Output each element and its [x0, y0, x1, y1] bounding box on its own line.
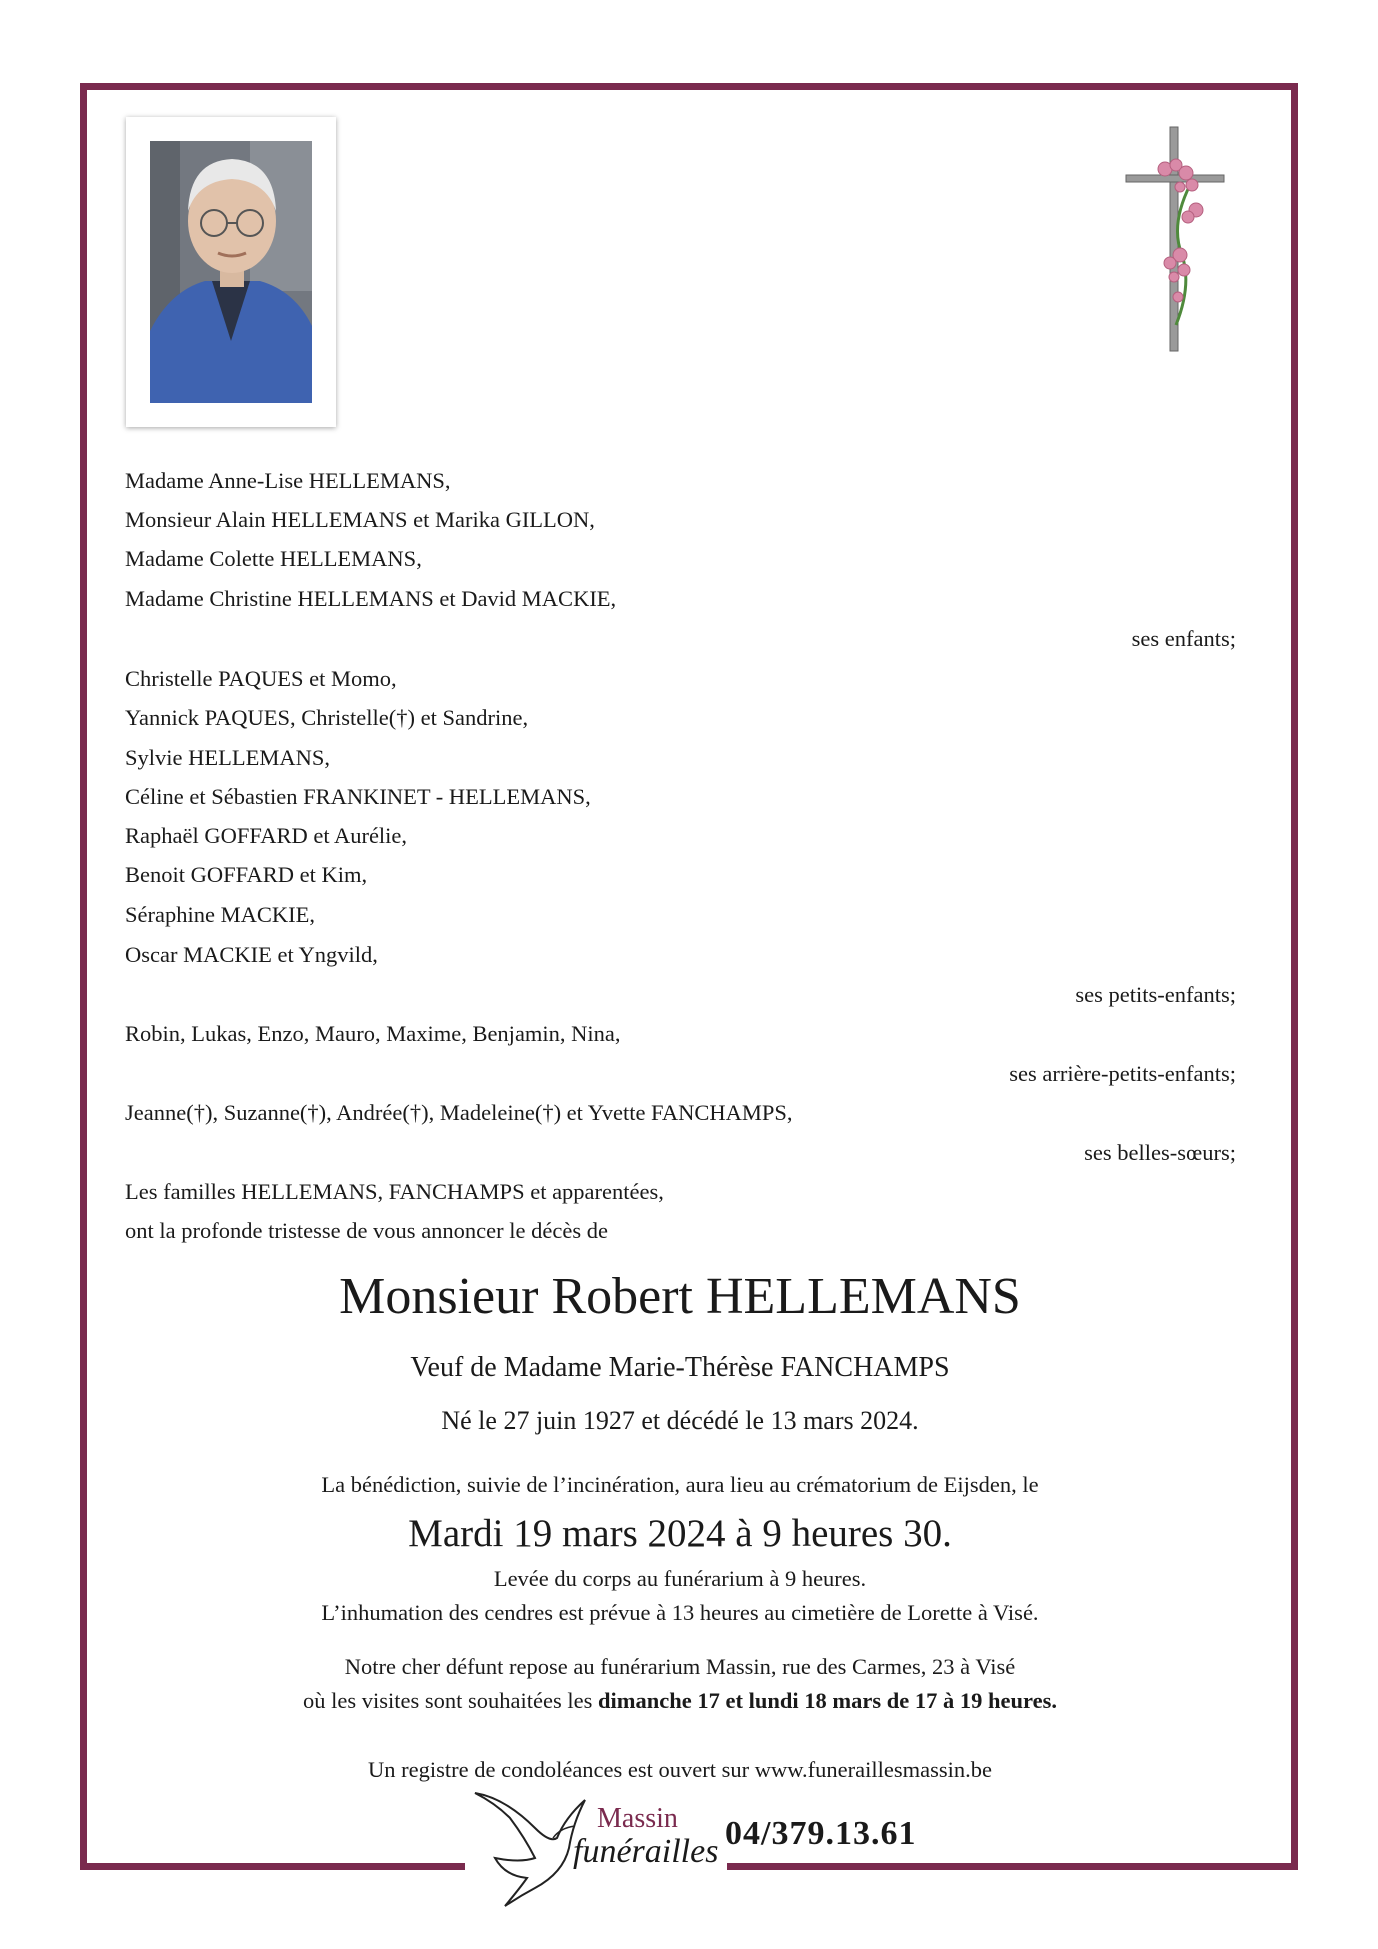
- widower-line: Veuf de Madame Marie-Thérèse FANCHAMPS: [410, 1352, 950, 1383]
- grandchild-line-5: Raphaël GOFFARD et Aurélie,: [125, 823, 408, 848]
- visits-line: [0, 1688, 1360, 1714]
- grandchildren-label: ses petits-enfants;: [1075, 982, 1236, 1007]
- sisters-in-law-line: Jeanne(†), Suzanne(†), Andrée(†), Madeleine(†) et Yvette FANCHAMPS,: [125, 1100, 793, 1125]
- children-label: ses enfants;: [1131, 626, 1236, 651]
- child-line-1: Madame Anne-Lise HELLEMANS,: [125, 468, 451, 493]
- birth-death-dates: Né le 27 juin 1927 et décédé le 13 mars 2024.: [441, 1406, 919, 1435]
- child-line-2: Monsieur Alain HELLEMANS et Marika GILLON,: [125, 507, 595, 532]
- grandchild-line-1: Christelle PAQUES et Momo,: [125, 666, 397, 691]
- portrait-photo: [150, 141, 312, 403]
- grandchild-line-8: Oscar MACKIE et Yngvild,: [125, 942, 378, 967]
- families-line: Les familles HELLEMANS, FANCHAMPS et apparentées,: [125, 1179, 664, 1204]
- repose-line: Notre cher défunt repose au funérarium Massin, rue des Carmes, 23 à Visé: [344, 1654, 1016, 1679]
- condolence-register-line: Un registre de condoléances est ouvert sur www.funeraillesmassin.be: [368, 1757, 992, 1782]
- visits-times: dimanche 17 et lundi 18 mars de 17 à 19 heures.: [598, 1688, 1057, 1713]
- great-grandchildren-label: ses arrière-petits-enfants;: [1009, 1061, 1236, 1086]
- grandchild-line-6: Benoit GOFFARD et Kim,: [125, 862, 368, 887]
- grandchild-line-3: Sylvie HELLEMANS,: [125, 745, 330, 770]
- flowered-cross-icon: [1120, 125, 1230, 355]
- logo-name: Massin: [597, 1803, 678, 1834]
- sisters-in-law-label: ses belles-sœurs;: [1084, 1140, 1236, 1165]
- grandchild-line-7: Séraphine MACKIE,: [125, 902, 315, 927]
- ceremony-intro: La bénédiction, suivie de l’incinération, aura lieu au crématorium de Eijsden, le: [321, 1472, 1039, 1497]
- logo-sub: funérailles: [573, 1833, 719, 1870]
- visits-prefix: où les visites sont souhaitées les: [303, 1688, 598, 1713]
- massin-logo: [465, 1778, 735, 1908]
- phone-number: 04/379.13.61: [725, 1815, 917, 1852]
- grandchild-line-4: Céline et Sébastien FRANKINET - HELLEMANS,: [125, 784, 591, 809]
- portrait-card: [126, 117, 336, 427]
- child-line-3: Madame Colette HELLEMANS,: [125, 546, 422, 571]
- deceased-name: Monsieur Robert HELLEMANS: [339, 1268, 1021, 1325]
- levee-line: Levée du corps au funérarium à 9 heures.: [493, 1566, 867, 1591]
- ceremony-datetime: Mardi 19 mars 2024 à 9 heures 30.: [408, 1512, 952, 1555]
- great-grandchildren-line: Robin, Lukas, Enzo, Mauro, Maxime, Benjamin, Nina,: [125, 1021, 621, 1046]
- announcement-line: ont la profonde tristesse de vous annoncer le décès de: [125, 1218, 608, 1243]
- grandchild-line-2: Yannick PAQUES, Christelle(†) et Sandrine,: [125, 705, 529, 730]
- child-line-4: Madame Christine HELLEMANS et David MACKIE,: [125, 586, 617, 611]
- inhumation-line: L’inhumation des cendres est prévue à 13 heures au cimetière de Lorette à Visé.: [321, 1600, 1039, 1625]
